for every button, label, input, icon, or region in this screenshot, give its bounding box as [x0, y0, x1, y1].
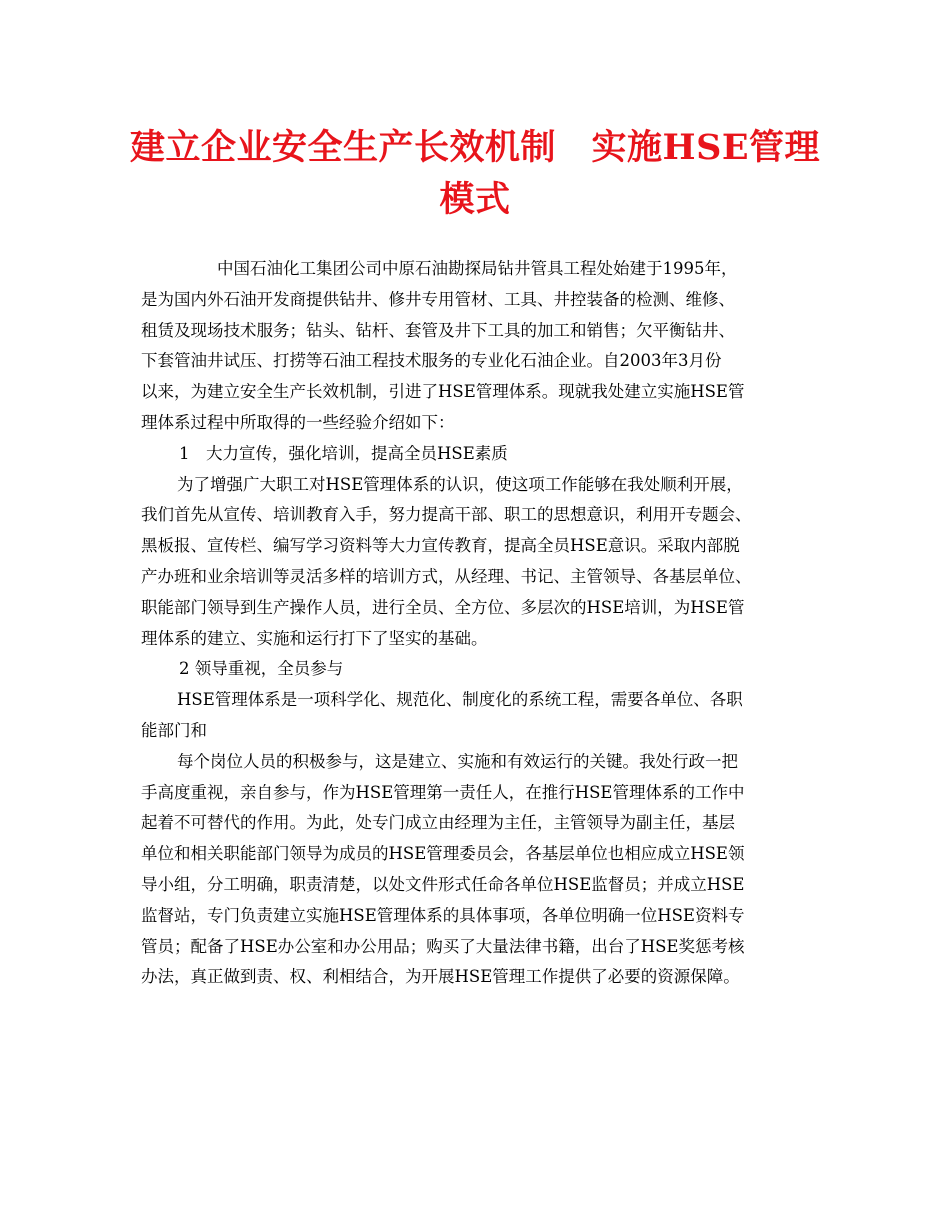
paragraph-line: 监督站，专门负责建立实施HSE管理体系的具体事项，各单位明确一位HSE资料专: [141, 905, 745, 925]
paragraph-line: 起着不可替代的作用。为此，处专门成立由经理为主任，主管领导为副主任，基层: [141, 813, 735, 833]
section-heading: 2 领导重视，全员参与: [179, 659, 344, 679]
paragraph-line: 办法，真正做到责、权、利相结合，为开展HSE管理工作提供了必要的资源保障。: [141, 967, 740, 987]
paragraph-line: 职能部门领导到生产操作人员，进行全员、全方位、多层次的HSE培训，为HSE管: [141, 597, 745, 617]
paragraph-line: 产办班和业余培训等灵活多样的培训方式，从经理、书记、主管领导、各基层单位、: [141, 566, 752, 586]
paragraph-line: 理体系的建立、实施和运行打下了坚实的基础。: [141, 628, 488, 648]
paragraph-line: 以来，为建立安全生产长效机制，引进了HSE管理体系。现就我处建立实施HSE管: [141, 382, 745, 402]
paragraph-line: 租赁及现场技术服务；钻头、钻杆、套管及井下工具的加工和销售；欠平衡钻井、: [141, 320, 735, 340]
document-title: [130, 122, 820, 226]
paragraph-line: 能部门和: [141, 720, 207, 740]
section-heading: 1 大力宣传，强化培训，提高全员HSE素质: [179, 443, 508, 463]
paragraph-line: 黑板报、宣传栏、编写学习资料等大力宣传教育，提高全员HSE意识。采取内部脱: [141, 536, 740, 556]
paragraph-line: 单位和相关职能部门领导为成员的HSE管理委员会，各基层单位也相应成立HSE领: [141, 844, 745, 864]
document-body: [141, 254, 831, 993]
paragraph-line: 是为国内外石油开发商提供钻井、修井专用管材、工具、井控装备的检测、维修、: [141, 289, 735, 309]
paragraph-line: 手高度重视，亲自参与，作为HSE管理第一责任人，在推行HSE管理体系的工作中: [141, 782, 745, 802]
paragraph-line: 为了增强广大职工对HSE管理体系的认识，使这项工作能够在我处顺利开展，: [177, 474, 743, 494]
paragraph-line: 中国石油化工集团公司中原石油勘探局钻井管具工程处始建于1995年，: [217, 259, 738, 278]
paragraph-line: 下套管油井试压、打捞等石油工程技术服务的专业化石油企业。自2003年3月份: [141, 351, 722, 371]
paragraph-line: HSE管理体系是一项科学化、规范化、制度化的系统工程，需要各单位、各职: [177, 690, 743, 710]
title-line-1: 建立企业安全生产长效机制 实施HSE管理: [130, 127, 821, 168]
paragraph-line: 理体系过程中所取得的一些经验介绍如下：: [141, 412, 455, 432]
paragraph-line: 导小组，分工明确，职责清楚，以处文件形式任命各单位HSE监督员；并成立HSE: [141, 874, 745, 894]
title-line-2: 模式: [439, 179, 511, 220]
paragraph-line: 我们首先从宣传、培训教育入手，努力提高干部、职工的思想意识，利用开专题会、: [141, 505, 752, 525]
paragraph-line: 管员；配备了HSE办公室和办公用品；购买了大量法律书籍，出台了HSE奖惩考核: [141, 936, 745, 956]
paragraph-line: 每个岗位人员的积极参与，这是建立、实施和有效运行的关键。我处行政一把: [177, 751, 738, 771]
